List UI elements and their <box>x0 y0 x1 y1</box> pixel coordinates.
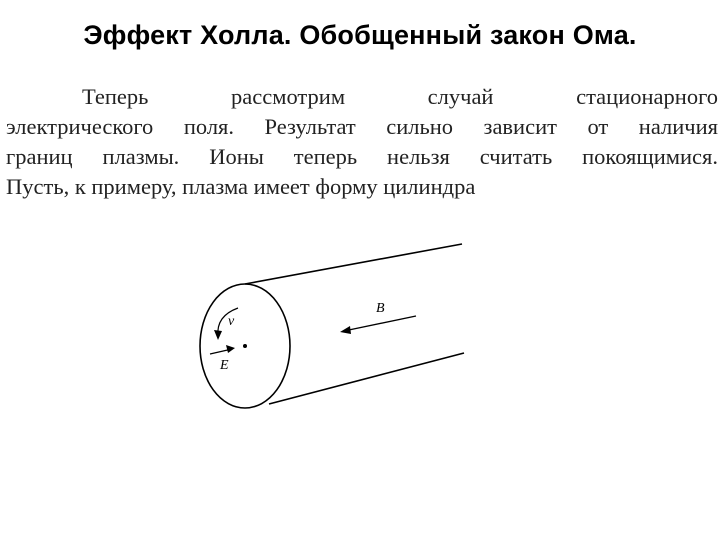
paragraph-line-2: электрического поля. Результат сильно зависит от наличия <box>6 114 718 139</box>
b-field-arrow <box>344 316 416 331</box>
label-e: E <box>220 358 229 373</box>
paragraph-line-4: Пусть, к примеру, плазма имеет форму цилиндра <box>6 174 476 199</box>
paragraph-line-3: границ плазмы. Ионы теперь нельзя считать покоящимися. <box>6 144 718 169</box>
paragraph-line-1: Теперь рассмотрим случай стационарного <box>82 84 718 109</box>
paragraph <box>6 82 718 202</box>
cylinder-top-edge <box>245 244 462 284</box>
velocity-arrowhead <box>214 330 222 340</box>
slide-title: Эффект Холла. Обобщенный закон Ома. <box>83 20 637 50</box>
label-b: B <box>376 301 385 316</box>
label-v: v <box>228 314 235 329</box>
cylinder-bottom-edge <box>269 353 464 404</box>
b-field-arrowhead <box>340 326 351 334</box>
center-dot <box>243 344 247 348</box>
plasma-cylinder-diagram <box>198 238 478 418</box>
e-field-arrowhead <box>226 345 235 353</box>
